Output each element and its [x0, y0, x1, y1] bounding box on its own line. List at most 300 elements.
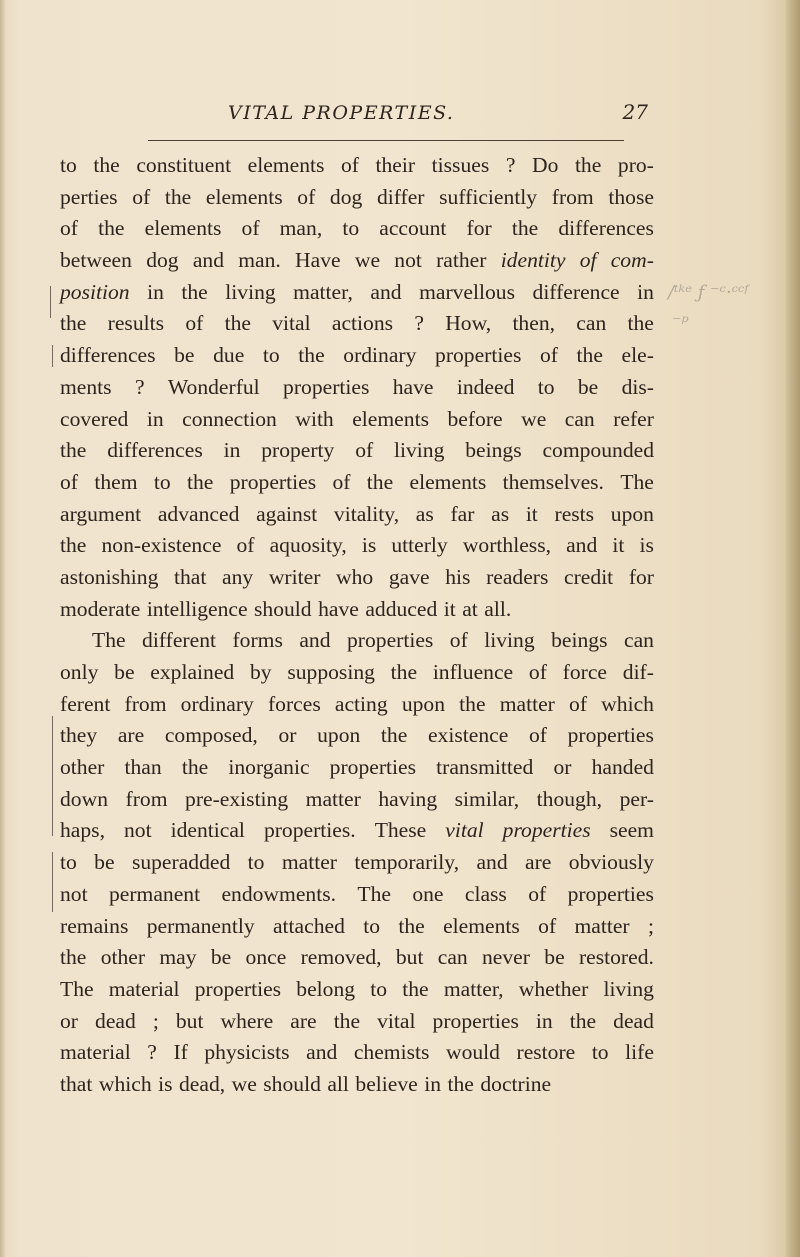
- word: any: [222, 564, 254, 589]
- word: handed: [591, 755, 654, 780]
- word: though,: [536, 786, 603, 811]
- word: vital: [377, 1008, 416, 1033]
- word: are: [290, 1008, 317, 1033]
- word: the: [380, 723, 408, 748]
- word: their: [375, 153, 416, 177]
- word: of: [538, 913, 557, 938]
- word: ?: [414, 311, 424, 336]
- word: of: [539, 343, 558, 368]
- word: the: [574, 153, 602, 177]
- word: and: [306, 1040, 338, 1065]
- word: the: [164, 184, 192, 209]
- word: remains: [60, 913, 129, 938]
- word: attached: [272, 913, 345, 938]
- word: to: [60, 153, 77, 177]
- pencil-annotation: /ᵗᵏᵉ ƒ ⁻ᶜ·ᶜᶜᶠ: [668, 282, 749, 303]
- page-header: [60, 90, 660, 130]
- text-line: [60, 499, 654, 531]
- word: force: [562, 660, 608, 684]
- word: dead,: [178, 1071, 226, 1096]
- page-edge-shadow: [786, 0, 800, 1257]
- word: These: [374, 818, 427, 843]
- word: or: [553, 755, 572, 780]
- word: superadded: [131, 850, 231, 875]
- text-line: [60, 562, 654, 594]
- word: perties: [60, 184, 118, 209]
- word: per-: [619, 786, 654, 811]
- word: and: [192, 248, 224, 273]
- word: themselves.: [502, 469, 604, 494]
- word: removed,: [300, 945, 382, 970]
- word: only: [60, 660, 99, 684]
- word: the: [627, 311, 654, 336]
- word: in: [637, 279, 654, 304]
- word: constituent: [136, 153, 232, 177]
- word: having: [378, 786, 438, 811]
- word: ?: [134, 374, 145, 399]
- word: Have: [295, 248, 341, 273]
- text-line: [60, 340, 654, 372]
- word: man,: [279, 216, 323, 241]
- word: of: [132, 184, 151, 209]
- word: rather: [436, 248, 487, 273]
- word: in: [147, 279, 164, 304]
- word: in: [223, 438, 241, 463]
- text-line: [60, 150, 654, 182]
- word: that: [174, 564, 207, 589]
- word: can: [437, 945, 468, 970]
- word: the: [60, 945, 87, 970]
- word: living: [225, 279, 276, 304]
- word: who: [336, 564, 374, 589]
- word: properties: [229, 469, 317, 494]
- word: of: [236, 533, 255, 558]
- word: the: [511, 216, 539, 241]
- word: matter,: [443, 976, 504, 1001]
- word: differences: [107, 438, 203, 463]
- word: as: [491, 501, 510, 526]
- text-line: [60, 752, 654, 784]
- margin-mark: [50, 286, 51, 318]
- word: living: [484, 628, 535, 653]
- text-line: [60, 815, 654, 847]
- word: be: [544, 945, 565, 970]
- word: ;: [647, 913, 654, 938]
- word: obviously: [568, 850, 654, 875]
- word: forms: [232, 628, 283, 653]
- word: the: [60, 311, 87, 336]
- word: advanced: [157, 501, 240, 526]
- word: due: [213, 343, 245, 368]
- word: from: [125, 786, 168, 811]
- word: the: [181, 279, 208, 304]
- word: identical: [170, 818, 245, 843]
- word: of: [355, 438, 374, 463]
- word: account: [379, 216, 447, 241]
- text-line: [60, 1006, 654, 1038]
- word: forces: [267, 691, 321, 716]
- word: be: [174, 343, 195, 368]
- word: of: [297, 184, 316, 209]
- word: elements: [144, 216, 222, 241]
- word: upon: [610, 501, 654, 526]
- word: of: [449, 628, 468, 653]
- word: haps,: [60, 818, 105, 843]
- word: restore: [516, 1040, 576, 1065]
- word: is: [639, 533, 654, 558]
- header-rule: [148, 140, 624, 141]
- word: to: [153, 469, 171, 494]
- word: The: [60, 976, 94, 1001]
- word: elements: [247, 153, 325, 177]
- word: his: [445, 564, 471, 589]
- word: properties: [502, 818, 591, 843]
- word: results: [107, 311, 165, 336]
- word: as: [415, 501, 434, 526]
- text-line: [60, 657, 654, 689]
- word: of: [579, 248, 597, 273]
- word: and: [476, 850, 508, 875]
- word: than: [124, 755, 162, 780]
- text-line: [60, 879, 654, 911]
- word: The: [92, 628, 126, 653]
- word: from: [551, 184, 594, 209]
- page-number: 27: [622, 100, 648, 124]
- word: can: [623, 628, 654, 653]
- margin-mark: [52, 345, 53, 367]
- word: Do: [531, 153, 559, 177]
- word: or: [60, 1008, 78, 1033]
- word: the: [93, 153, 120, 177]
- word: indeed: [456, 374, 515, 399]
- word: be: [210, 945, 232, 970]
- word: never: [482, 945, 530, 970]
- word: are: [525, 850, 552, 875]
- word: not: [60, 881, 88, 906]
- word: beings: [465, 438, 522, 463]
- word: it: [443, 596, 456, 621]
- word: not: [123, 818, 152, 843]
- word: between: [60, 248, 132, 273]
- body-text: [60, 150, 654, 1101]
- text-line: [60, 404, 654, 436]
- word: with: [295, 406, 334, 431]
- word: dog: [329, 184, 363, 209]
- text-line: [60, 213, 654, 245]
- word: elements: [443, 913, 520, 938]
- word: is: [361, 533, 377, 558]
- word: differences: [558, 216, 654, 241]
- word: non-existence: [101, 533, 222, 558]
- word: upon: [401, 691, 445, 716]
- word: property: [261, 438, 335, 463]
- word: have: [318, 596, 359, 621]
- word: them: [94, 469, 138, 494]
- word: properties: [346, 628, 434, 653]
- word: not: [394, 248, 422, 273]
- word: and: [566, 533, 598, 558]
- word: they: [60, 723, 98, 748]
- word: ?: [505, 153, 516, 177]
- word: explained: [150, 660, 235, 684]
- text-line: [60, 182, 654, 214]
- word: material: [108, 976, 180, 1001]
- word: The: [620, 469, 654, 494]
- word: credit: [564, 564, 614, 589]
- word: from: [124, 691, 167, 716]
- word: properties: [432, 1008, 519, 1033]
- word: be: [94, 850, 115, 875]
- word: the: [390, 660, 418, 684]
- word: should: [263, 1071, 321, 1096]
- word: material: [60, 1040, 131, 1065]
- word: dog: [146, 248, 179, 273]
- word: matter: [499, 691, 555, 716]
- word: If: [173, 1040, 188, 1065]
- word: ferent: [60, 691, 111, 716]
- word: pro-: [617, 153, 654, 177]
- word: of: [241, 216, 260, 241]
- word: where: [220, 1008, 274, 1033]
- word: tissues: [431, 153, 490, 177]
- word: the: [98, 216, 125, 241]
- text-line: [60, 372, 654, 404]
- word: elements: [352, 406, 429, 431]
- word: ments: [60, 374, 112, 399]
- word: are: [117, 723, 145, 748]
- word: ;: [152, 1008, 159, 1033]
- word: against: [256, 501, 318, 526]
- word: the: [60, 533, 87, 558]
- word: the: [447, 1071, 474, 1096]
- text-line: [60, 594, 654, 626]
- word: living: [394, 438, 445, 463]
- word: of: [340, 153, 359, 177]
- word: to: [342, 216, 360, 241]
- word: matter: [305, 786, 361, 811]
- word: pre-existing: [185, 786, 289, 811]
- text-line: [60, 784, 654, 816]
- text-line: [60, 911, 654, 943]
- word: to: [370, 976, 388, 1001]
- word: or: [278, 723, 297, 748]
- word: com-: [610, 248, 654, 273]
- word: ordinary: [180, 691, 254, 716]
- word: temporarily,: [354, 850, 460, 875]
- word: other: [100, 945, 146, 970]
- text-line: [60, 308, 654, 340]
- word: be: [577, 374, 599, 399]
- word: believe: [355, 1071, 418, 1096]
- text-line: [60, 720, 654, 752]
- word: down: [60, 786, 108, 811]
- word: properties.: [263, 818, 356, 843]
- word: then,: [512, 311, 556, 336]
- word: vital: [445, 818, 484, 843]
- word: gave: [388, 564, 430, 589]
- word: of: [60, 469, 78, 494]
- margin-mark: [52, 852, 53, 912]
- word: argument: [60, 501, 142, 526]
- word: for: [628, 564, 654, 589]
- word: in: [535, 1008, 553, 1033]
- word: How,: [445, 311, 492, 336]
- word: man.: [238, 248, 281, 273]
- word: marvellous: [419, 279, 516, 304]
- text-line: [60, 847, 654, 879]
- word: the: [298, 343, 325, 368]
- word: which: [98, 1071, 152, 1096]
- text-line: [60, 689, 654, 721]
- word: once: [245, 945, 287, 970]
- word: life: [625, 1040, 654, 1065]
- text-line: [60, 530, 654, 562]
- word: composed,: [164, 723, 258, 748]
- word: one: [412, 881, 444, 906]
- word: influence: [432, 660, 514, 684]
- word: to: [591, 1040, 609, 1065]
- word: matter: [574, 913, 630, 938]
- word: we: [354, 248, 381, 273]
- word: endowments.: [221, 881, 337, 906]
- word: connection: [182, 406, 277, 431]
- word: the: [569, 1008, 597, 1033]
- word: which: [601, 691, 654, 716]
- word: that: [60, 1071, 93, 1096]
- word: identity: [500, 248, 566, 273]
- word: The: [357, 881, 391, 906]
- word: seem: [609, 818, 654, 843]
- word: readers: [486, 564, 549, 589]
- page-gutter-shadow: [0, 0, 6, 1257]
- word: and: [370, 279, 402, 304]
- word: dead: [613, 1008, 654, 1033]
- text-line: [60, 245, 654, 277]
- word: it: [525, 501, 538, 526]
- word: all: [327, 1071, 349, 1096]
- word: would: [445, 1040, 500, 1065]
- word: existence: [427, 723, 509, 748]
- word: difference: [532, 279, 620, 304]
- word: writer: [268, 564, 321, 589]
- word: belong: [296, 976, 356, 1001]
- word: other: [60, 755, 105, 780]
- word: to: [247, 850, 265, 875]
- word: properties: [329, 755, 417, 780]
- word: properties: [194, 976, 282, 1001]
- word: properties: [435, 343, 522, 368]
- word: compounded: [542, 438, 654, 463]
- word: inorganic: [228, 755, 310, 780]
- word: worthless,: [462, 533, 551, 558]
- word: in: [424, 1071, 442, 1096]
- word: matter,: [293, 279, 353, 304]
- word: can: [576, 311, 607, 336]
- word: the: [224, 311, 251, 336]
- word: properties: [567, 723, 654, 748]
- word: can: [564, 406, 595, 431]
- word: dif-: [622, 660, 654, 684]
- word: whether: [518, 976, 589, 1001]
- margin-mark: [52, 716, 53, 836]
- word: those: [608, 184, 654, 209]
- text-line: [60, 467, 654, 499]
- text-line: [60, 435, 654, 467]
- word: have: [392, 374, 434, 399]
- word: the: [576, 343, 603, 368]
- word: but: [175, 1008, 204, 1033]
- word: to: [363, 913, 381, 938]
- word: to: [262, 343, 280, 368]
- word: by: [249, 660, 272, 684]
- word: the: [187, 469, 214, 494]
- word: may: [159, 945, 197, 970]
- word: class: [464, 881, 507, 906]
- word: in: [146, 406, 164, 431]
- pencil-annotation-mark: ⁻ᵖ: [672, 312, 689, 333]
- word: far: [450, 501, 475, 526]
- word: elements: [409, 469, 487, 494]
- word: is: [158, 1071, 173, 1096]
- word: of: [60, 216, 78, 241]
- word: to: [60, 850, 77, 875]
- word: beings: [551, 628, 608, 653]
- word: upon: [317, 723, 361, 748]
- word: rests: [554, 501, 595, 526]
- text-line: [60, 1069, 654, 1101]
- word: we: [231, 1071, 257, 1096]
- word: intelligence: [146, 596, 248, 621]
- word: of: [332, 469, 351, 494]
- word: actions: [331, 311, 394, 336]
- word: doctrine: [480, 1071, 552, 1096]
- word: restored.: [578, 945, 654, 970]
- text-line: [60, 1037, 654, 1069]
- word: of: [528, 723, 547, 748]
- word: permanently: [146, 913, 255, 938]
- text-line: [60, 277, 654, 309]
- word: of: [185, 311, 204, 336]
- word: physicists: [204, 1040, 290, 1065]
- word: supposing: [287, 660, 375, 684]
- word: ele-: [621, 343, 654, 368]
- word: refer: [613, 406, 654, 431]
- text-line: [60, 625, 654, 657]
- word: differ: [376, 184, 425, 209]
- text-line: [60, 942, 654, 974]
- word: before: [447, 406, 503, 431]
- word: different: [142, 628, 216, 653]
- word: we: [521, 406, 547, 431]
- word: utterly: [391, 533, 448, 558]
- word: at: [462, 596, 478, 621]
- word: ?: [147, 1040, 157, 1065]
- word: of: [528, 881, 547, 906]
- word: properties: [283, 374, 370, 399]
- word: dead: [95, 1008, 136, 1033]
- word: to: [537, 374, 555, 399]
- word: and: [299, 628, 331, 653]
- word: covered: [60, 406, 129, 431]
- word: adduced: [365, 596, 438, 621]
- word: permanent: [108, 881, 201, 906]
- word: astonishing: [60, 564, 159, 589]
- word: but: [395, 945, 424, 970]
- word: the: [459, 691, 486, 716]
- word: sufficiently: [439, 184, 538, 209]
- word: the: [333, 1008, 361, 1033]
- word: moderate: [60, 596, 141, 621]
